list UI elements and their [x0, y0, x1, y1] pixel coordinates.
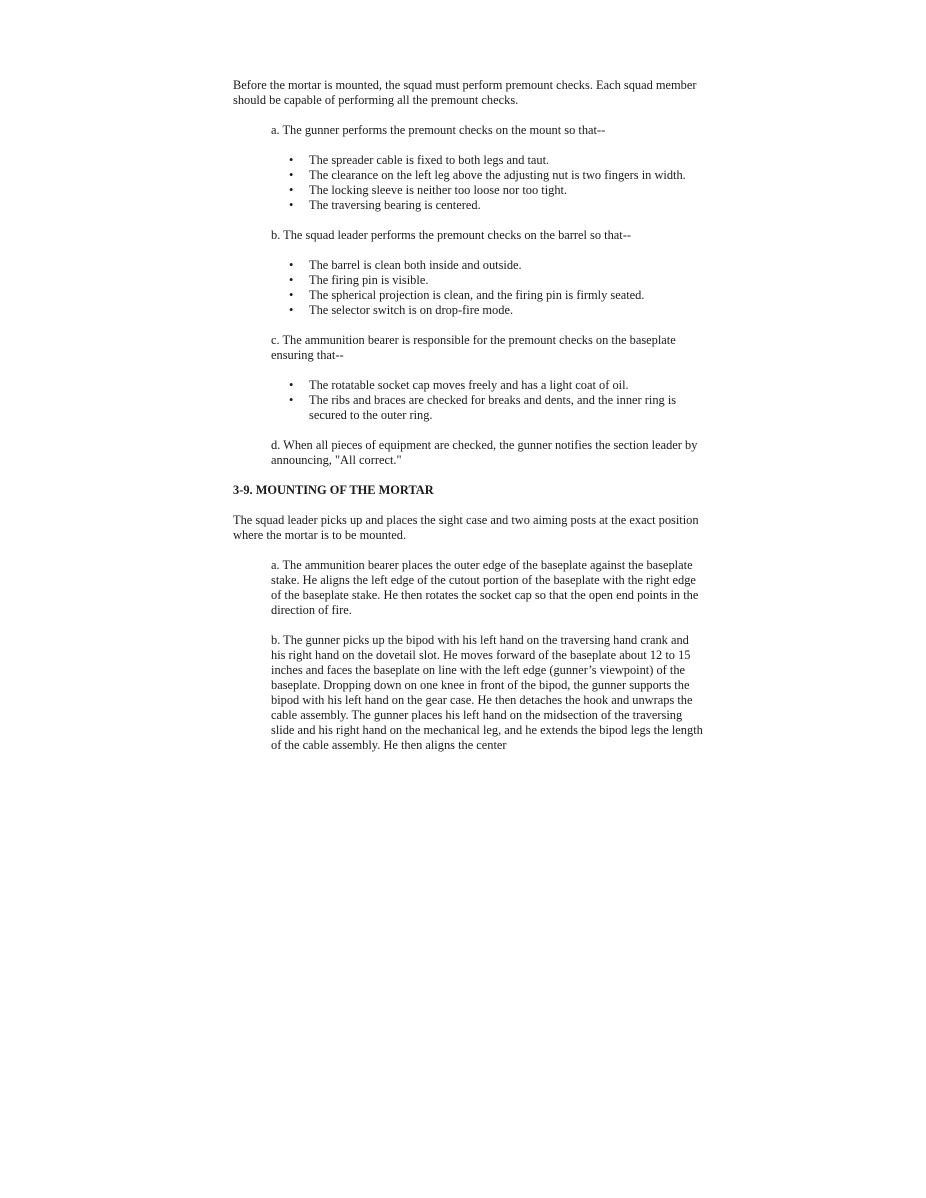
- list-item: • The spreader cable is fixed to both legs and taut.: [289, 153, 550, 167]
- list-item: • The selector switch is on drop-fire mode.: [289, 303, 514, 317]
- bullet-icon: •: [289, 153, 294, 167]
- list-item: • The barrel is clean both inside and outside.: [289, 258, 522, 272]
- list-item: • The locking sleeve is neither too loose nor too tight.: [289, 183, 568, 197]
- section-c-lead: c. The ammunition bearer is responsible for the premount checks on the baseplate ensuring that--: [271, 333, 676, 362]
- list-item: • The traversing bearing is centered.: [289, 198, 481, 212]
- bullet-icon: •: [289, 303, 294, 317]
- bullet-icon: •: [289, 273, 294, 287]
- list-item: • The rotatable socket cap moves freely and has a light coat of oil.: [289, 378, 629, 392]
- section-b-lead: b. The squad leader performs the premount checks on the barrel so that--: [271, 228, 632, 242]
- section-a-list: [233, 153, 703, 213]
- bullet-icon: •: [289, 393, 294, 407]
- section-c-list: [233, 378, 703, 423]
- list-item: • The firing pin is visible.: [289, 273, 429, 287]
- bullet-icon: •: [289, 288, 294, 302]
- section-d-paragraph: d. When all pieces of equipment are checked, the gunner notifies the section leader by announcing, "All correct.": [271, 438, 698, 467]
- list-item: • The ribs and braces are checked for breaks and dents, and the inner ring is secured to the outer ring.: [289, 393, 677, 422]
- bullet-icon: •: [289, 183, 294, 197]
- section-b-list: [233, 258, 703, 318]
- bullet-icon: •: [289, 198, 294, 212]
- list-item: • The clearance on the left leg above the adjusting nut is two fingers in width.: [289, 168, 686, 182]
- bullet-icon: •: [289, 168, 294, 182]
- list-item: • The spherical projection is clean, and the firing pin is firmly seated.: [289, 288, 645, 302]
- intro-paragraph: Before the mortar is mounted, the squad must perform premount checks. Each squad member should be capable of performing all the premount checks.: [233, 78, 697, 107]
- mounting-intro-paragraph: The squad leader picks up and places the sight case and two aiming posts at the exact position where the mortar is to be mounted.: [233, 513, 699, 542]
- section-heading: 3-9. MOUNTING OF THE MORTAR: [233, 483, 434, 497]
- mounting-b-paragraph: b. The gunner picks up the bipod with his left hand on the traversing hand crank and his right hand on the dovetail slot. He moves forward of the baseplate about 12 to 15 inches and faces the baseplate on line with the left edge (gunner’s viewpoint) of the baseplate. Dropping down on one knee in front of the bipod, the gunner supports the bipod with his left hand on the gear case. He then detaches the hook and unwraps the cable assembly. The gunner places his left hand on the midsection of the traversing slide and his right hand on the mechanical leg, and he extends the bipod legs the length of the cable assembly. He then aligns the center: [271, 633, 703, 752]
- mounting-a-paragraph: a. The ammunition bearer places the outer edge of the baseplate against the baseplate stake. He aligns the left edge of the cutout portion of the baseplate with the right edge of the baseplate stake. He then rotates the socket cap so that the open end points in the direction of fire.: [271, 558, 699, 617]
- document-page: [233, 78, 703, 768]
- bullet-icon: •: [289, 378, 294, 392]
- section-a-lead: a. The gunner performs the premount checks on the mount so that--: [271, 123, 606, 137]
- bullet-icon: •: [289, 258, 294, 272]
